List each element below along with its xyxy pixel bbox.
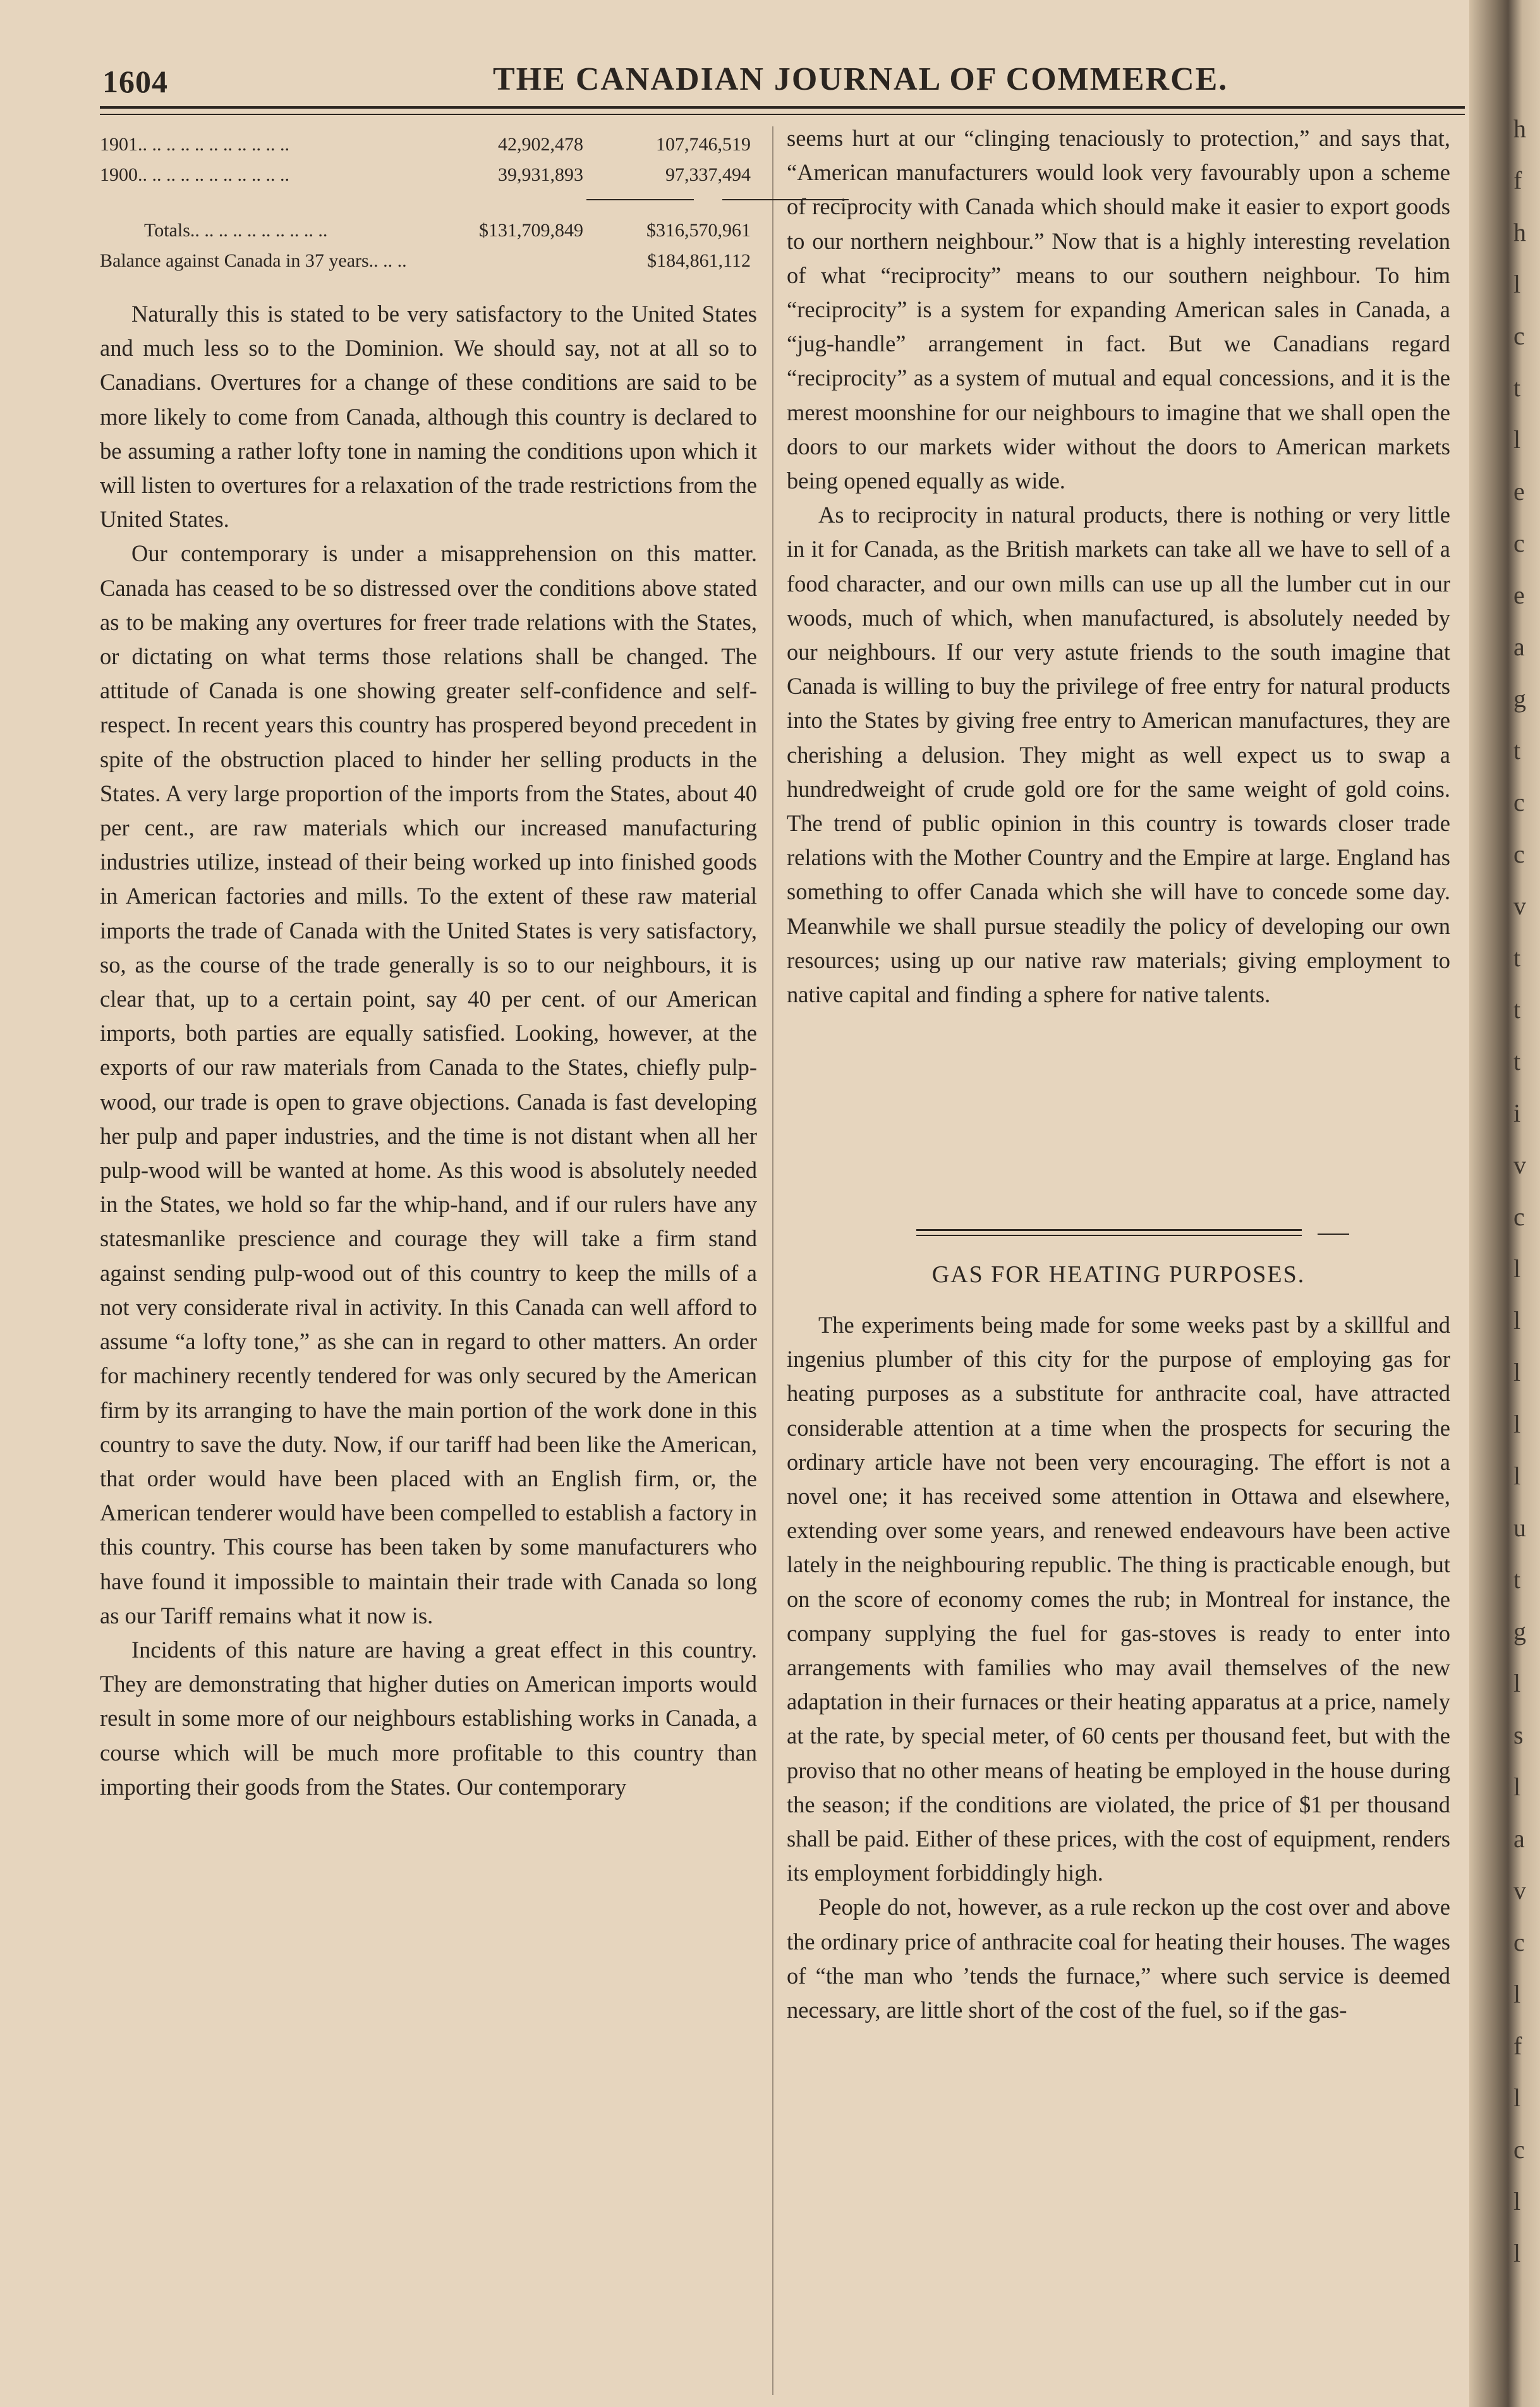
- article-heading: GAS FOR HEATING PURPOSES.: [931, 1261, 1306, 1288]
- balance-value: $184,861,112: [647, 250, 751, 271]
- balance-row: [100, 250, 757, 281]
- edge-letter: l: [1513, 1980, 1521, 2008]
- header-rule: [100, 106, 1465, 109]
- edge-letter: t: [1513, 943, 1521, 972]
- paragraph: The experiments being made for some weeks past by a skillful and ingenius plumber of this city for the purpose of employing gas for heating purposes as a substitute for anthracite coal, have attracted considerable attention at a time when the prospects for securing the ordinary article have not been very encouraging. The effort is not a novel one; it has received some attention in Ottawa and elsewhere, extending over some years, and renewed endeavours have been active lately in the neighbouring republic. The thing is practicable enough, but on the score of economy comes the rub; in Montreal for instance, the company supplying the fuel for gas-stoves is ready to enter into arrangements with families who may avail themselves of the new adaptation in their furnaces or their heating apparatus at a price, namely at the rate, by special meter, of 60 cents per thousand feet, but with the proviso that no other means of heating be employed in the house during the season; if the conditions are violated, the price of $1 per thousand shall be paid. Either of these prices, with the cost of equipment, renders its employment forbiddingly high.: [787, 1312, 1450, 1886]
- edge-letter: t: [1513, 373, 1521, 402]
- edge-letter: g: [1513, 1617, 1526, 1646]
- edge-letter: l: [1513, 1462, 1521, 1490]
- row-label: 1901.. .. .. .. .. .. .. .. .. .. ..: [100, 134, 289, 155]
- edge-letter: g: [1513, 684, 1526, 713]
- header-rule-thin: [100, 114, 1465, 115]
- edge-letter: t: [1513, 1565, 1521, 1594]
- edge-letter: c: [1513, 529, 1525, 557]
- edge-letter: l: [1513, 1358, 1521, 1386]
- edge-letter: c: [1513, 2135, 1525, 2164]
- edge-letter: t: [1513, 995, 1521, 1024]
- paragraph: Incidents of this nature are having a great effect in this country. They are demonstrating that higher duties on American imports would result in some more of our neighbours establishing works in Canada, a course which will be much more profitable to this country than importing their goods from the States. Our contemporary: [100, 1636, 757, 1800]
- edge-letter: h: [1513, 114, 1526, 143]
- edge-letter: l: [1513, 1254, 1521, 1283]
- paragraph: Our contemporary is under a misapprehension on this matter. Canada has ceased to be so distressed over the conditions above stated as to be making any overtures for freer trade relations with the States, or dictating on what terms those relations shall be changed. The attitude of Canada is one showing greater self-confidence and self-respect. In recent years this country has prospered beyond precedent in spite of the obstruction placed to hinder her selling products in the States. A very large proportion of the imports from the States, about 40 per cent., are raw materials which our increased manufacturing industries utilize, instead of their being worked up into finished goods in American factories and mills. To the extent of these raw material imports the trade of Canada with the United States is very satisfactory, so, as the course of the trade generally is so to our neighbours, it is clear that, up to a certain point, say 40 per cent. of our American imports, both parties are equally satisfied. Looking, however, at the exports of our raw materials from Canada to the States, chiefly pulp-wood, our trade is open to grave objections. Canada is fast developing her pulp and paper industries, and the time is not distant when all her pulp-wood will be wanted at home. As this wood is absolutely needed in the States, we hold so far the whip-hand, and if our rulers have any statesmanlike prescience and courage they will take a firm stand against sending pulp-wood out of this country to keep the mills of a not very considerate rival in activity. In this Canada can well afford to assume “a lofty tone,” as she can in regard to other matters. An order for machinery recently tendered for was only secured by the American firm by its arranging to have the main portion of the work done in this country to save the duty. Now, if our tariff had been like the American, that order would have been placed with an English firm, or, the American tenderer would have been compelled to establish a factory in this country. This course has been taken by some manufacturers who have found it impossible to maintain their trade with Canada so long as our Tariff remains what it now is.: [100, 540, 757, 1628]
- totals-label: Totals.. .. .. .. .. .. .. .. .. ..: [144, 220, 328, 241]
- paragraph: As to reciprocity in natural products, there is nothing or very little in it for Canada, as the British markets can take all we have to sell of a food character, and our own mills can use up all the lumber cut in our woods, much of which, when manufactured, is absolutely needed by our neighbours. If our very astute friends to the south imagine that Canada is willing to buy the privilege of free entry for natural products into the States by giving free entry to American manufactures, they are cherishing a delusion. They might as well expect us to swap a hundredweight of crude gold ore for the same weight of gold coins. The trend of public opinion in this country is towards closer trade relations with the Mother Country and the Empire at large. England has something to offer Canada which she will have to concede some day. Meanwhile we shall pursue steadily the policy of developing our own resources; using up our native raw materials; giving employment to native capital and finding a sphere for native talents.: [787, 502, 1450, 1008]
- row-value: 97,337,494: [665, 164, 751, 185]
- section-separator: [916, 1229, 1302, 1231]
- edge-letter: s: [1513, 1721, 1524, 1749]
- paragraph: Naturally this is stated to be very satisfactory to the United States and much less so to the Dominion. We should say, not at all so to Canadians. Overtures for a change of these conditions are said to be more likely to come from Canada, although this country is declared to be assuming a rather lofty tone in naming the conditions upon which it will listen to overtures for a relaxation of the trade restrictions from the United States.: [100, 301, 757, 533]
- edge-letter: l: [1513, 1306, 1521, 1335]
- section-separator-dash: [1318, 1234, 1349, 1235]
- paragraph: seems hurt at our “clinging tenaciously to protection,” and says that, “American manufacturers would look very favourably upon a scheme of reciprocity with Canada which should make it easier to export goods to our northern neighbour.” Now that is a highly interesting revelation of what “reciprocity” means to our southern neighbour. To him “reciprocity” is a system for expanding American sales in Canada, a “jug-handle” arrangement in fact. But we Canadians regard “reciprocity” as a system of mutual and equal concessions, and it is the merest moonshine for our neighbours to imagine that we shall open the doors to our markets wider without the doors to American markets being opened equally as wide.: [787, 125, 1450, 494]
- row-value: 39,931,893: [498, 164, 583, 185]
- gas-article: [787, 1308, 1450, 2027]
- edge-letter: l: [1513, 1410, 1521, 1438]
- page-gutter: [1469, 0, 1540, 2407]
- edge-letter: v: [1513, 1151, 1526, 1179]
- left-column: [100, 297, 757, 1804]
- row-value: 42,902,478: [498, 134, 583, 155]
- paragraph: People do not, however, as a rule reckon up the cost over and above the ordinary price of anthracite coal for heating their houses. The wages of “the man who ’tends the furnace,” where such service is deemed necessary, are little short of the cost of the fuel, so if the gas-: [787, 1894, 1450, 2023]
- totals-value: $316,570,961: [646, 220, 751, 241]
- section-separator-thin: [916, 1235, 1302, 1236]
- row-value: 107,746,519: [656, 134, 751, 155]
- edge-letter: l: [1513, 1773, 1521, 1801]
- edge-letter: i: [1513, 1099, 1521, 1127]
- edge-letter: u: [1513, 1513, 1526, 1542]
- edge-letter: e: [1513, 477, 1525, 506]
- edge-letter: c: [1513, 1203, 1525, 1231]
- edge-letter: t: [1513, 1047, 1521, 1076]
- trade-table: [100, 134, 757, 281]
- masthead-title: THE CANADIAN JOURNAL OF COMMERCE.: [493, 61, 1228, 97]
- column-divider: [772, 126, 773, 2395]
- edge-letter: a: [1513, 1824, 1525, 1853]
- edge-letter: l: [1513, 1669, 1521, 1697]
- table-row: [100, 134, 757, 164]
- balance-label: Balance against Canada in 37 years.. .. ..: [100, 250, 407, 271]
- edge-letter: c: [1513, 1928, 1525, 1956]
- edge-letter: c: [1513, 840, 1525, 868]
- edge-letter: a: [1513, 633, 1525, 661]
- sum-rule: [586, 199, 694, 200]
- edge-letter: h: [1513, 218, 1526, 246]
- edge-letter: l: [1513, 2187, 1521, 2216]
- table-row: [100, 164, 757, 195]
- edge-letter: e: [1513, 581, 1525, 609]
- edge-letter: f: [1513, 166, 1522, 195]
- edge-letter: f: [1513, 2032, 1522, 2060]
- page-number: 1604: [102, 64, 168, 99]
- edge-letter: l: [1513, 270, 1521, 298]
- totals-value: $131,709,849: [479, 220, 583, 241]
- edge-letter: l: [1513, 2083, 1521, 2112]
- edge-letter: t: [1513, 736, 1521, 765]
- edge-letter: l: [1513, 425, 1521, 454]
- right-column: [787, 121, 1450, 1012]
- edge-letter: l: [1513, 2239, 1521, 2267]
- totals-row: [100, 220, 757, 250]
- edge-letter: v: [1513, 892, 1526, 920]
- edge-letter: c: [1513, 322, 1525, 350]
- edge-letter: v: [1513, 1876, 1526, 1905]
- row-label: 1900.. .. .. .. .. .. .. .. .. .. ..: [100, 164, 289, 185]
- edge-letter: c: [1513, 788, 1525, 816]
